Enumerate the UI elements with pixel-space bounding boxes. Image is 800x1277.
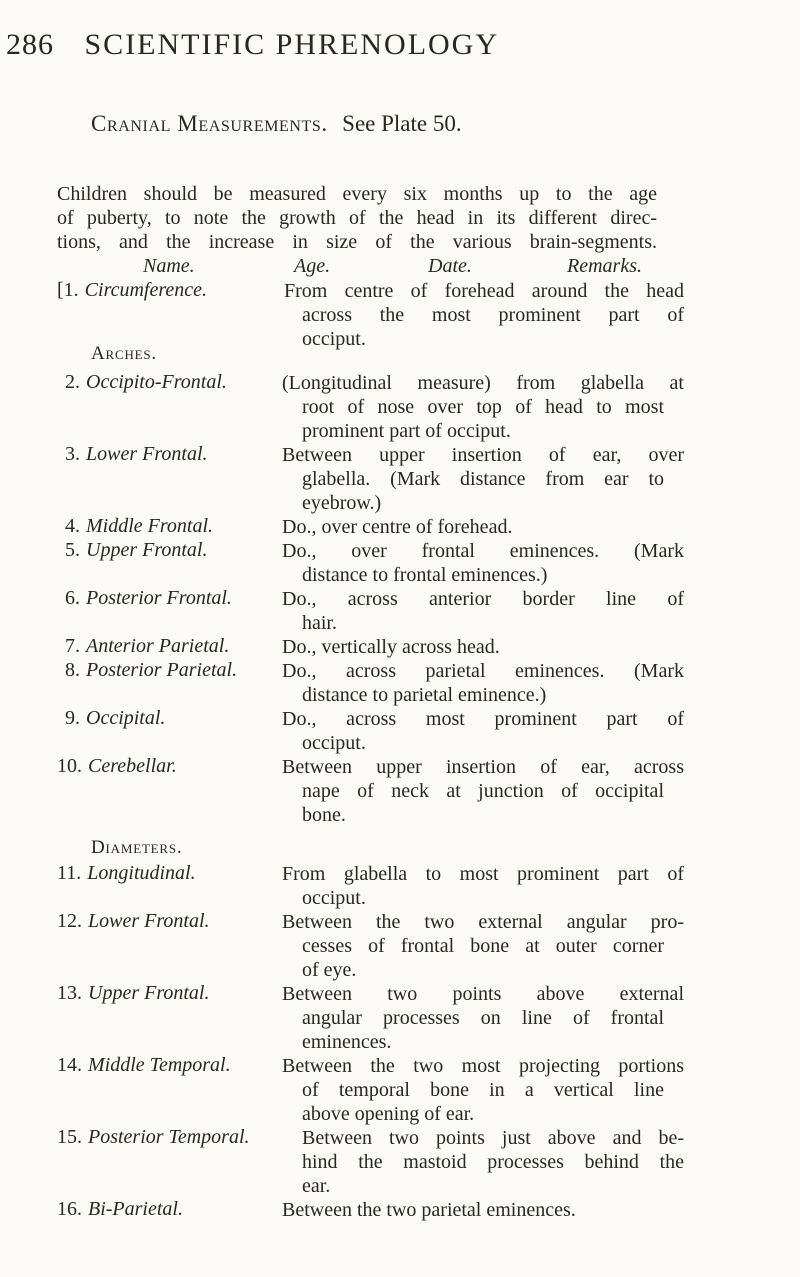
- intro-line: tions, and the increase in size of the various brain-segments.: [57, 231, 657, 253]
- column-header-name: Name.: [143, 255, 195, 277]
- intro-line: Children should be measured every six months up to the age: [57, 183, 657, 205]
- entry-remarks: Between two points just above and be- hind the mastoid processes behind the ear.: [302, 1127, 684, 1197]
- page-header: [6, 28, 499, 62]
- entry-remarks: Do., vertically across head.: [282, 636, 500, 658]
- entry-name: 16. Bi-Parietal.: [57, 1198, 183, 1220]
- entry-remarks: Between upper insertion of ear, across nape of neck at junction of occipital bone.: [282, 756, 684, 826]
- entry-name: 15. Posterior Temporal.: [57, 1126, 250, 1148]
- entry-name: 12. Lower Frontal.: [57, 910, 210, 932]
- section-heading: [91, 111, 462, 137]
- subsection-diameters: Diameters.: [91, 837, 183, 858]
- entry-name: 11. Longitudinal.: [57, 862, 196, 884]
- entry-name: 4. Middle Frontal.: [65, 515, 214, 537]
- entry-remarks: Between the two external angular pro- cesses of frontal bone at outer corner of eye.: [282, 911, 684, 981]
- entry-name: 8. Posterior Parietal.: [65, 659, 238, 681]
- entry-remarks: From glabella to most prominent part of occiput.: [282, 863, 684, 909]
- entry-name: 5. Upper Frontal.: [65, 539, 208, 561]
- entry-remarks: Between the two parietal eminences.: [282, 1199, 576, 1221]
- entry-remarks: Do., across parietal eminences. (Mark distance to parietal eminence.): [282, 660, 684, 706]
- entry-name: 9. Occipital.: [65, 707, 166, 729]
- subsection-arches: Arches.: [91, 343, 157, 364]
- entry-remarks: (Longitudinal measure) from glabella at root of nose over top of head to most prominent part of occiput.: [282, 372, 684, 442]
- entry-remarks: From centre of forehead around the head across the most prominent part of occiput.: [284, 280, 684, 350]
- entry-name: 6. Posterior Frontal.: [65, 587, 232, 609]
- entry-name: 13. Upper Frontal.: [57, 982, 210, 1004]
- column-header-date: Date.: [428, 255, 472, 277]
- column-header-remarks: Remarks.: [567, 255, 642, 277]
- column-header-age: Age.: [294, 255, 331, 277]
- entry-name: 3. Lower Frontal.: [65, 443, 208, 465]
- entry-name: 14. Middle Temporal.: [57, 1054, 231, 1076]
- intro-line: of puberty, to note the growth of the head in its different direc-: [57, 207, 657, 229]
- entry-name: 10. Cerebellar.: [57, 755, 177, 777]
- section-title: Cranial Measurements.: [91, 111, 328, 136]
- entry-remarks: Do., over centre of forehead.: [282, 516, 513, 538]
- entry-remarks: Do., across anterior border line of hair.: [282, 588, 684, 634]
- entry-name: 7. Anterior Parietal.: [65, 635, 230, 657]
- entry-remarks: Between two points above external angular processes on line of frontal eminences.: [282, 983, 684, 1053]
- running-title: SCIENTIFIC PHRENOLOGY: [84, 28, 500, 61]
- entry-remarks: Between the two most projecting portions of temporal bone in a vertical line above opening of ear.: [282, 1055, 684, 1125]
- entry-name: [1. Circumference.: [57, 279, 208, 301]
- entry-name: 2. Occipito-Frontal.: [65, 371, 227, 393]
- entry-remarks: Do., across most prominent part of occiput.: [282, 708, 684, 754]
- intro-paragraph: [57, 182, 657, 254]
- plate-reference: See Plate 50.: [342, 111, 462, 136]
- entry-remarks: Between upper insertion of ear, over glabella. (Mark distance from ear to eyebrow.): [282, 444, 684, 514]
- page-number: 286: [6, 28, 54, 61]
- entry-remarks: Do., over frontal eminences. (Mark distance to frontal eminences.): [282, 540, 684, 586]
